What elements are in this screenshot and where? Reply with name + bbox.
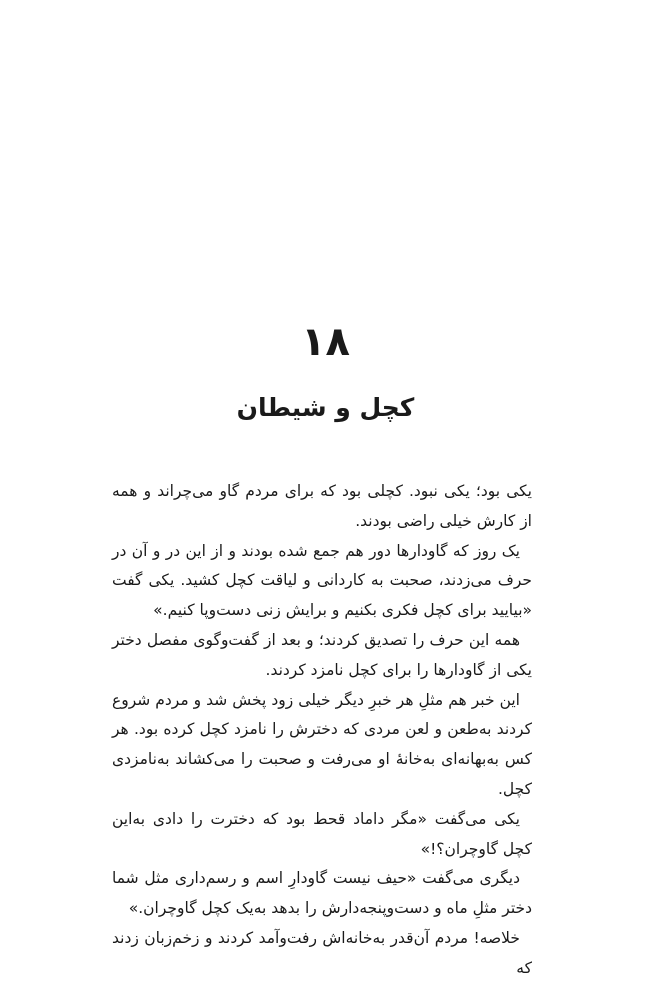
paragraph: یکی می‌گفت «مگر داماد قحط بود که دخترت را دادی به‌این کچل گاوچران؟!» [112,809,532,858]
chapter-title: کچل و شیطان [236,393,415,422]
paragraph: خلاصه! مردم آن‌قدر به‌خانه‌اش رفت‌وآمد کردند و زخم‌زبان زدند که [112,928,532,977]
paragraph: این خبر هم مثلِ هر خبرِ دیگر خیلی زود پخش شد و مردم شروع کردند به‌طعن و لعن مردی که دخترش را نامزد کچل کرده بود. هر کس به‌بهانه‌ای به‌خانهٔ او می‌رفت و صحبت را می‌کشاند به‌نامزدی کچل. [112,690,532,798]
paragraph: همه این حرف را تصدیق کردند؛ و بعد از گفت‌وگوی مفصل دختر یکی از گاودارها را برای کچل نامزد کردند. [112,630,532,679]
chapter-body [112,477,532,984]
chapter-number: ۱۸ [301,319,350,365]
paragraph: یک روز که گاودارها دور هم جمع شده بودند و از این در و آن در حرف می‌زدند، صحبت به کاردانی و لیاقت کچل کشید. یکی گفت «بیایید برای کچل فکری بکنیم و برایش زنی دست‌وپا کنیم.» [112,541,532,620]
paragraph: یکی بود؛ یکی نبود. کچلی بود که برای مردم گاو می‌چراند و همه از کارش خیلی راضی بودند. [112,482,532,530]
paragraph: دیگری می‌گفت «حیف نیست گاودارِ اسم و رسم‌داری مثل شما دختر مثلِ ماه و دست‌وپنجه‌دارش را بدهد به‌یک کچل گاوچران.» [112,869,532,918]
